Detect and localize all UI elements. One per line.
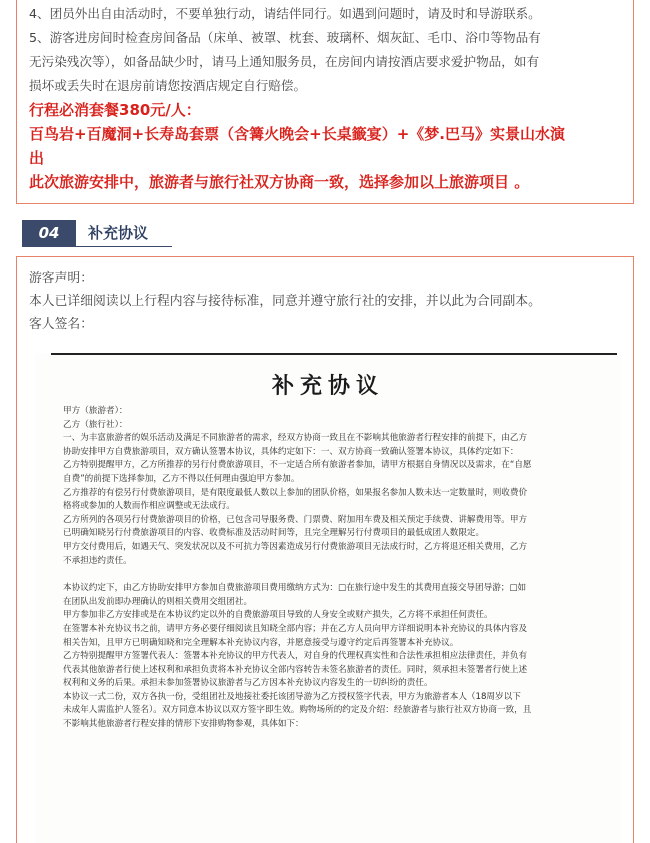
document-line: 甲方（旅游者）：: [63, 406, 128, 416]
section-header: [18, 218, 178, 248]
rule-line: 4、团员外出自由活动时，不要单独行动，请结伴同行。如遇到问题时，请及时和导游联系。: [29, 6, 541, 21]
document-top-rule: [51, 353, 617, 355]
rule-line: 无污染残次等），如备品缺少时，请马上通知服务员，在房间内请按酒店要求爱护物品，如有: [29, 54, 540, 69]
document-title: 补充协议: [271, 373, 384, 399]
package-agreement-note: 此次旅游安排中，旅游者与旅行社双方协商一致，选择参加以上旅游项目 。: [29, 173, 530, 191]
document-line: 在团队出发前即办理确认的则相关费用交组团社。: [63, 596, 253, 607]
document-line: 自费”的前提下选择参加，乙方不得以任何理由强迫甲方参加。: [63, 473, 300, 484]
declaration-heading: 游客声明：: [29, 271, 93, 286]
document-gap: [63, 568, 615, 582]
itinerary-notes-box: [16, 0, 634, 204]
document-line: 未成年人需监护人签名）。双方同意本协议以双方签字即生效。购物场所的约定及介绍：经旅游者与旅行社双方协商一致，且: [63, 705, 532, 716]
document-line: 不承担违约责任。: [63, 555, 132, 566]
rule-line: 损坏或丢失时在退房前请您按酒店规定自行赔偿。: [29, 78, 307, 93]
document-line: 不影响其他旅游者行程安排的情形下安排购物参观，具体如下：: [63, 719, 304, 730]
document-line: 本协议一式二份，双方各执一份，受组团社及地接社委托该团导游为乙方授权签字代表，甲方为旅游者本人（18周岁以下: [63, 691, 521, 702]
document-line: 格将或参加的人数而作相应调整或无法成行。: [63, 501, 235, 512]
declaration-text: 本人已详细阅读以上行程内容与接待标准，同意并遵守旅行社的安排，并以此为合同副本。: [29, 294, 541, 309]
document-line: 乙方特别提醒甲方签署代表人：签署本补充协议的甲方代表人，对自身的代理权真实性和合法性承担相应法律责任，并负有: [63, 651, 528, 662]
document-line: 乙方推荐的有偿另行付费旅游项目，是有限度最低人数以上参加的团队价格，如果报名参加人数未达一定数量时，则收费价: [63, 487, 528, 498]
section-number: 04: [22, 220, 76, 246]
document-line: 一、为丰富旅游者的娱乐活动及满足不同旅游者的需求，经双方协商一致且在不影响其他旅游者行程安排的前提下，由乙方: [63, 433, 528, 444]
package-items-cont: 出: [29, 149, 45, 167]
document-line: 在签署本补充协议书之前，请甲方务必要仔细阅读且知晓全部内容；并在乙方人员向甲方详细说明本补充协议的具体内容及: [63, 623, 528, 634]
document-line: 乙方（旅行社）：: [63, 419, 128, 430]
document-line: 本协议约定下，由乙方协助安排甲方参加自费旅游项目费用缴纳方式为：□在旅行途中发生的其费用直接交导团导游；□如: [63, 583, 527, 594]
signature-label: 客人签名：: [29, 317, 93, 332]
section-title: 补充协议: [88, 224, 149, 242]
package-items: 百鸟岩+百魔洞+长寿岛套票（含篝火晚会+长桌籤宴）+《梦.巴马》实景山水演: [29, 125, 565, 143]
section-underline: [22, 246, 172, 247]
document-line: 代表其他旅游者行使上述权利和承担负责将本补充协议全部内容转告未签名旅游者的责任。同时，须承担未签署者行使上述: [63, 664, 528, 675]
supplementary-agreement-box: [16, 256, 634, 843]
document-line: 甲方交付费用后，如遇天气、突发状况以及不可抗力等因素造成另行付费旅游项目无法成行时，乙方将退还相关费用，乙方: [63, 541, 528, 552]
document-line: 权利和义务的后果。承担未参加签署协议旅游者与乙方因本补充协议内容发生的一切纠纷的责任。: [63, 678, 433, 689]
document-line: 已明确知晓另行付费旅游项目的内容、收费标准及活动时间等，且完全理解另行付费项目的最低成团人数限定。: [63, 528, 485, 539]
document-line: 乙方所列的各项另行付费旅游项目的价格，已包含司导服务费、门票费、附加用车费及相关预定手续费、讲解费用等。甲方: [63, 514, 528, 525]
rule-line: 5、游客进房间时检查房间备品（床单、被罩、枕套、玻璃杯、烟灰缸、毛巾、浴巾等物品有: [29, 30, 541, 45]
document-line: 相关告知，且甲方已明确知晓和完全理解本补充协议内容，并愿意接受与遵守约定后再签署本补充协议。: [63, 637, 459, 648]
document-line: 甲方参加非乙方安排或是在本协议约定以外的自费旅游项目导致的人身安全或财产损失，乙方将不承担任何责任。: [63, 610, 493, 621]
document-body: [63, 405, 615, 732]
document-line: 协助安排甲方自费旅游项目，双方确认签署本协议，具体约定如下：一、双方协商一致确认签署本协议，具体约定如下：: [63, 446, 519, 457]
package-price-heading: 行程必消套餐380元/人：: [29, 101, 201, 119]
agreement-document-scan: [35, 353, 621, 843]
document-line: 乙方特别提醒甲方，乙方所推荐的另行付费旅游项目，不一定适合所有旅游者参加，请甲方根据自身情况以及需求，在“自愿: [63, 460, 532, 471]
